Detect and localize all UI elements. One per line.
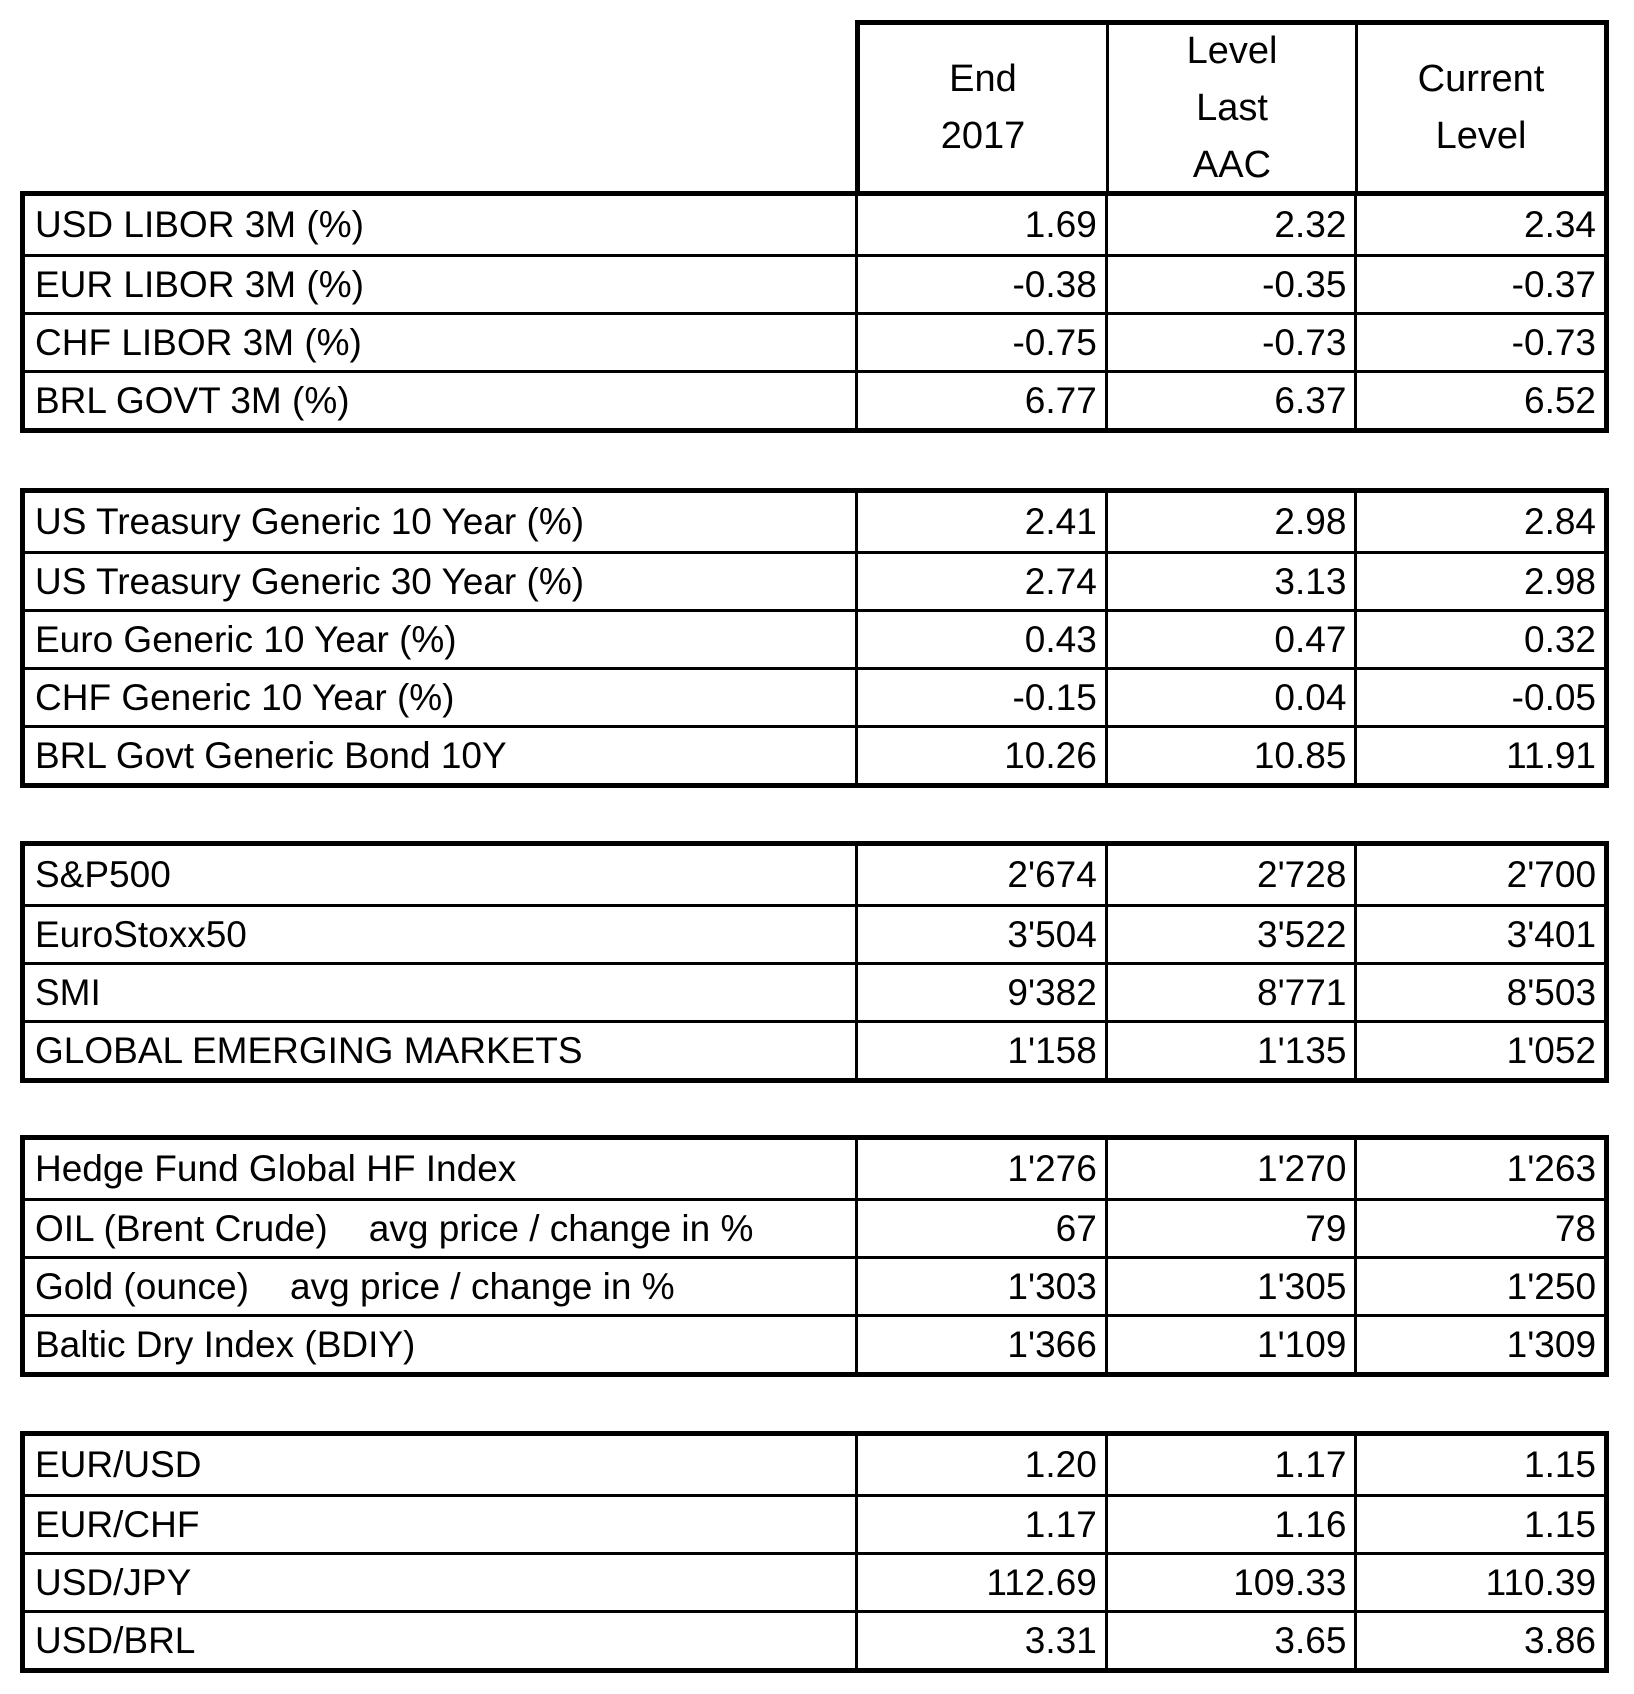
value-end-2017: 2.74	[855, 554, 1105, 609]
row-label: Hedge Fund Global HF Index	[35, 1148, 517, 1189]
value-current-level: 1'250	[1354, 1259, 1604, 1314]
table-row	[25, 1020, 1604, 1078]
value-level-last-aac: 8'771	[1105, 965, 1355, 1020]
row-label: Euro Generic 10 Year (%)	[35, 618, 457, 660]
row-label: CHF LIBOR 3M (%)	[35, 321, 362, 363]
row-label: S&P500	[35, 854, 171, 895]
table-row	[25, 609, 1604, 667]
table-row	[25, 1256, 1604, 1314]
table-row	[25, 196, 1604, 254]
value-end-2017: 1'303	[855, 1259, 1105, 1314]
value-current-level: -0.05	[1354, 670, 1604, 725]
value-level-last-aac: 10.85	[1105, 728, 1355, 783]
value-end-2017: 9'382	[855, 965, 1105, 1020]
row-label: USD/JPY	[35, 1561, 192, 1603]
value-current-level: 2.34	[1354, 196, 1604, 254]
row-label: EuroStoxx50	[35, 913, 247, 955]
row-label: EUR/USD	[35, 1444, 202, 1485]
column-header	[855, 20, 1609, 196]
row-label: Gold (ounce) avg price / change in %	[35, 1265, 675, 1307]
value-level-last-aac: 1'305	[1105, 1259, 1355, 1314]
value-current-level: 1.15	[1354, 1436, 1604, 1494]
value-end-2017: 1.17	[855, 1497, 1105, 1552]
value-current-level: 0.32	[1354, 612, 1604, 667]
value-level-last-aac: 1.16	[1105, 1497, 1355, 1552]
value-level-last-aac: -0.73	[1105, 315, 1355, 370]
row-label: EUR LIBOR 3M (%)	[35, 263, 364, 305]
value-end-2017: 2.41	[855, 493, 1105, 551]
value-current-level: 1'263	[1354, 1140, 1604, 1198]
table-group	[20, 1431, 1609, 1673]
value-end-2017: 3'504	[855, 907, 1105, 962]
row-label: SMI	[35, 971, 101, 1013]
table-row	[25, 551, 1604, 609]
value-end-2017: 0.43	[855, 612, 1105, 667]
table-row	[25, 370, 1604, 428]
table-group	[20, 488, 1609, 788]
value-level-last-aac: 2'728	[1105, 846, 1355, 904]
value-current-level: 3'401	[1354, 907, 1604, 962]
value-level-last-aac: 3.65	[1105, 1613, 1355, 1668]
row-label: USD/BRL	[35, 1619, 196, 1661]
row-label: CHF Generic 10 Year (%)	[35, 676, 455, 718]
value-current-level: 8'503	[1354, 965, 1604, 1020]
value-level-last-aac: 1'135	[1105, 1023, 1355, 1078]
table-row	[25, 1140, 1604, 1198]
value-current-level: 1'052	[1354, 1023, 1604, 1078]
value-current-level: 1'309	[1354, 1317, 1604, 1372]
value-current-level: 2.98	[1354, 554, 1604, 609]
value-current-level: 78	[1354, 1201, 1604, 1256]
table-row	[25, 493, 1604, 551]
value-level-last-aac: 2.98	[1105, 493, 1355, 551]
value-end-2017: 2'674	[855, 846, 1105, 904]
value-end-2017: -0.38	[855, 257, 1105, 312]
value-end-2017: 1.20	[855, 1436, 1105, 1494]
value-level-last-aac: 6.37	[1105, 373, 1355, 428]
table-row	[25, 1198, 1604, 1256]
table-row	[25, 254, 1604, 312]
value-level-last-aac: 109.33	[1105, 1555, 1355, 1610]
value-end-2017: 1.69	[855, 196, 1105, 254]
table-row	[25, 1610, 1604, 1668]
row-label: USD LIBOR 3M (%)	[35, 204, 364, 245]
value-current-level: 110.39	[1354, 1555, 1604, 1610]
value-current-level: 1.15	[1354, 1497, 1604, 1552]
value-level-last-aac: 3.13	[1105, 554, 1355, 609]
table-row	[25, 725, 1604, 783]
row-label: OIL (Brent Crude) avg price / change in %	[35, 1207, 754, 1249]
row-label: US Treasury Generic 30 Year (%)	[35, 560, 585, 602]
value-current-level: -0.73	[1354, 315, 1604, 370]
table-row	[25, 1314, 1604, 1372]
value-end-2017: 1'276	[855, 1140, 1105, 1198]
table-row	[25, 962, 1604, 1020]
value-level-last-aac: 0.04	[1105, 670, 1355, 725]
value-current-level: 3.86	[1354, 1613, 1604, 1668]
table-row	[25, 904, 1604, 962]
value-end-2017: 1'366	[855, 1317, 1105, 1372]
value-end-2017: -0.15	[855, 670, 1105, 725]
table-row	[25, 1494, 1604, 1552]
header-level-last-aac: Level Last AAC	[1106, 25, 1355, 191]
table-row	[25, 312, 1604, 370]
value-level-last-aac: 2.32	[1105, 196, 1355, 254]
value-current-level: 6.52	[1354, 373, 1604, 428]
table-row	[25, 846, 1604, 904]
value-level-last-aac: 1'109	[1105, 1317, 1355, 1372]
value-end-2017: 67	[855, 1201, 1105, 1256]
value-current-level: 2'700	[1354, 846, 1604, 904]
row-label: EUR/CHF	[35, 1503, 200, 1545]
value-end-2017: -0.75	[855, 315, 1105, 370]
row-label: US Treasury Generic 10 Year (%)	[35, 501, 585, 542]
value-current-level: 2.84	[1354, 493, 1604, 551]
row-label: BRL Govt Generic Bond 10Y	[35, 734, 507, 776]
value-end-2017: 1'158	[855, 1023, 1105, 1078]
value-end-2017: 112.69	[855, 1555, 1105, 1610]
table-group	[20, 191, 1609, 433]
row-label: BRL GOVT 3M (%)	[35, 379, 350, 421]
value-end-2017: 3.31	[855, 1613, 1105, 1668]
table-row	[25, 1436, 1604, 1494]
row-label: Baltic Dry Index (BDIY)	[35, 1323, 416, 1365]
value-end-2017: 6.77	[855, 373, 1105, 428]
header-current-level: Current Level	[1355, 25, 1604, 191]
value-current-level: -0.37	[1354, 257, 1604, 312]
value-level-last-aac: -0.35	[1105, 257, 1355, 312]
table-group	[20, 841, 1609, 1083]
table-group	[20, 1135, 1609, 1377]
value-level-last-aac: 1'270	[1105, 1140, 1355, 1198]
value-level-last-aac: 0.47	[1105, 612, 1355, 667]
value-current-level: 11.91	[1354, 728, 1604, 783]
row-label: GLOBAL EMERGING MARKETS	[35, 1029, 583, 1071]
table-row	[25, 667, 1604, 725]
value-level-last-aac: 1.17	[1105, 1436, 1355, 1494]
table-row	[25, 1552, 1604, 1610]
value-end-2017: 10.26	[855, 728, 1105, 783]
value-level-last-aac: 3'522	[1105, 907, 1355, 962]
value-level-last-aac: 79	[1105, 1201, 1355, 1256]
header-end-2017: End 2017	[940, 58, 1026, 157]
